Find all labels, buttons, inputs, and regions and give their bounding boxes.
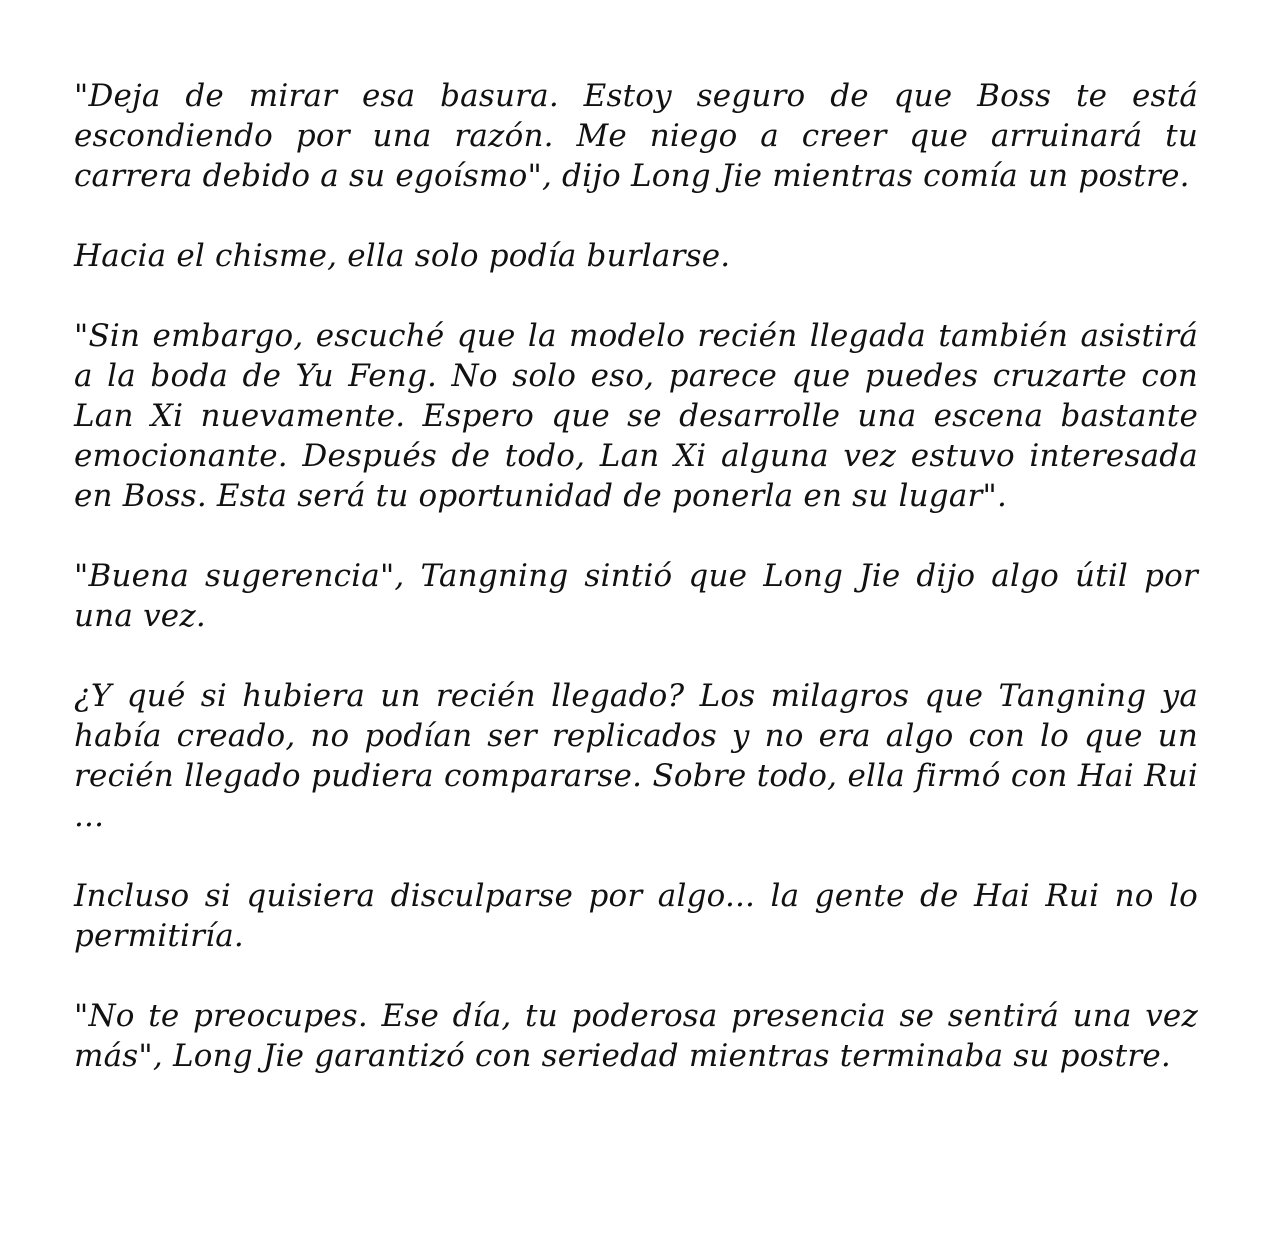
paragraph: "Deja de mirar esa basura. Estoy seguro de que Boss te está escondiendo por una razón. Me niego a creer que arruinará tu carrera debido a su egoísmo", dijo Long Jie mientras comía un postre. (74, 78, 1198, 194)
paragraph: "Sin embargo, escuché que la modelo recién llegada también asistirá a la boda de Yu Feng. No solo eso, parece que puedes cruzarte con Lan Xi nuevamente. Espero que se desarrolle una escena bastante emocionante. Después de todo, Lan Xi alguna vez estuvo interesada en Boss. Esta será tu oportunidad de ponerla en su lugar". (74, 318, 1198, 514)
paragraph: Incluso si quisiera disculparse por algo... la gente de Hai Rui no lo permitiría. (74, 878, 1198, 954)
document-page (74, 76, 1198, 1076)
paragraph: ¿Y qué si hubiera un recién llegado? Los milagros que Tangning ya había creado, no podían ser replicados y no era algo con lo que un recién llegado pudiera compararse. Sobre todo, ella firmó con Hai Rui ... (74, 678, 1198, 834)
paragraph: Hacia el chisme, ella solo podía burlarse. (74, 238, 731, 274)
paragraph: "No te preocupes. Ese día, tu poderosa presencia se sentirá una vez más", Long Jie garantizó con seriedad mientras terminaba su postre. (74, 998, 1198, 1074)
paragraph: "Buena sugerencia", Tangning sintió que Long Jie dijo algo útil por una vez. (74, 558, 1198, 634)
